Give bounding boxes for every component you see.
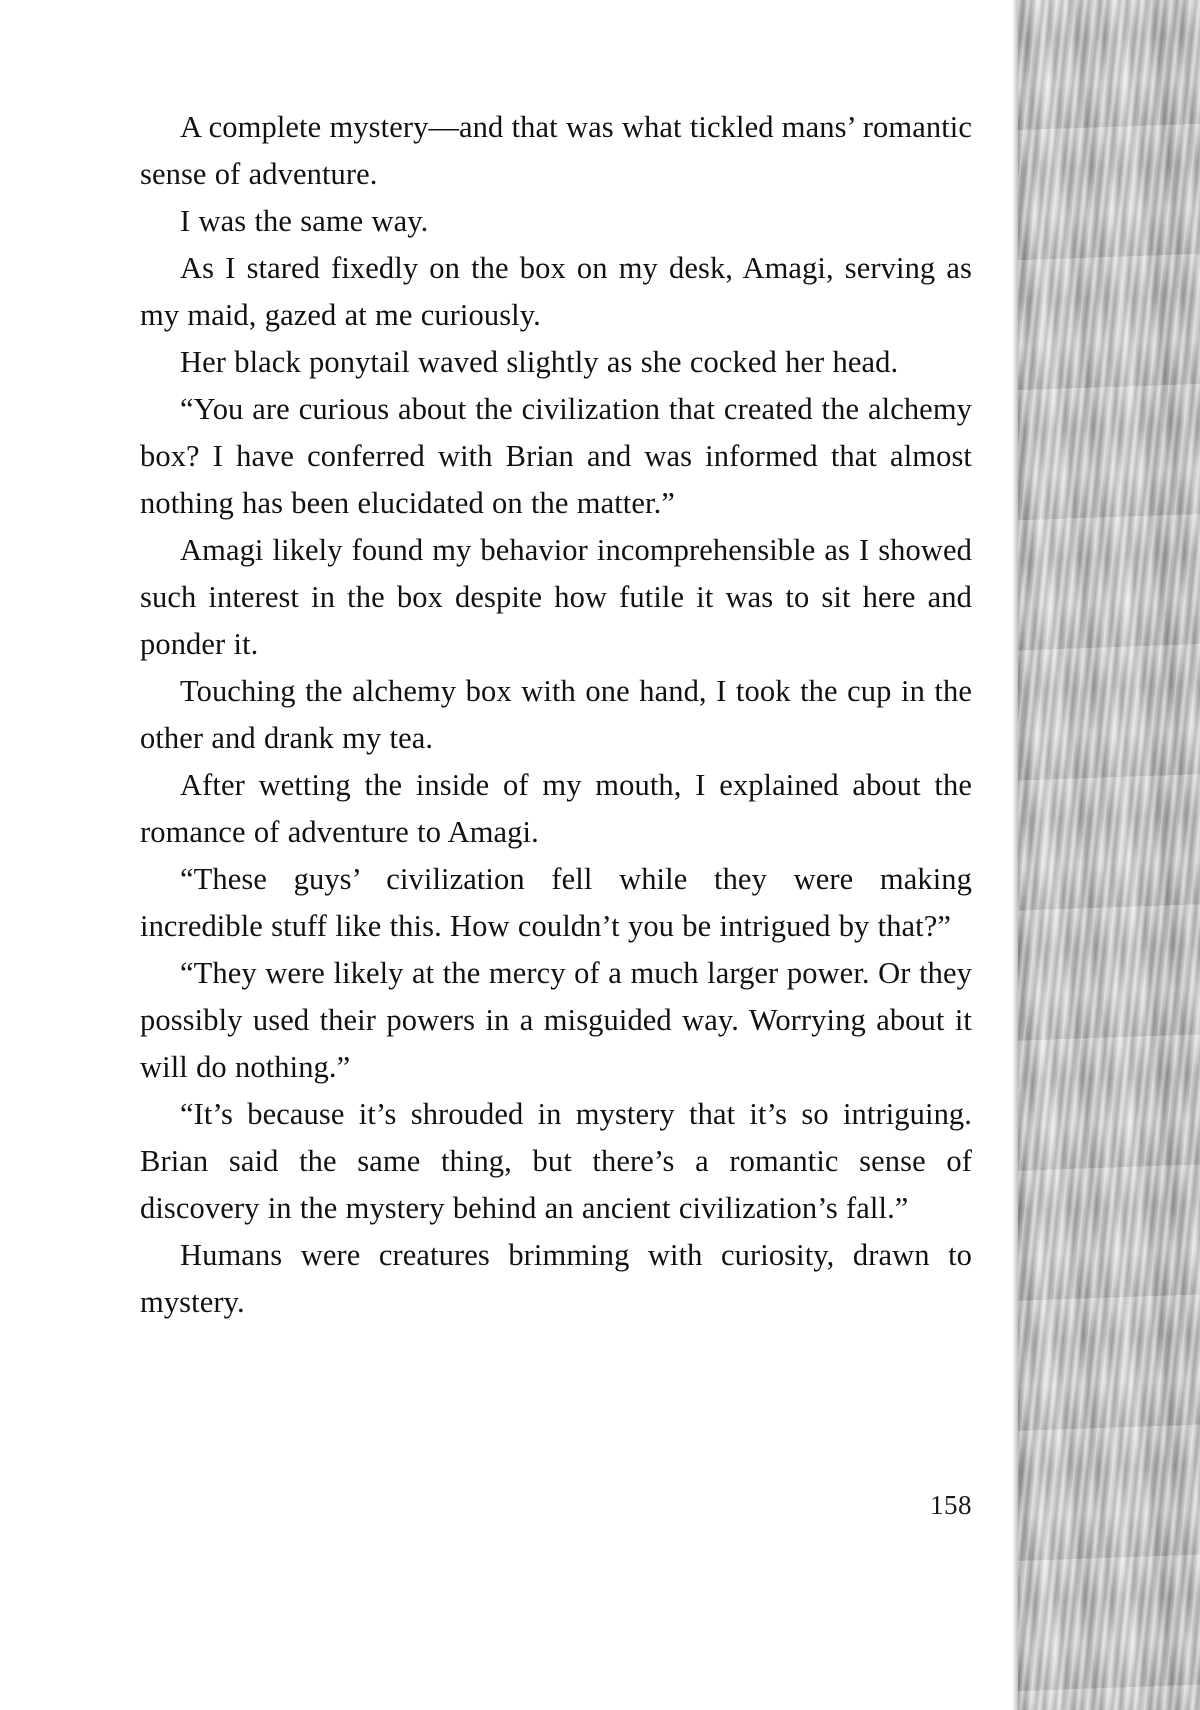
paragraph: Amagi likely found my behavior incomprehensible as I showed such interest in the box despite how futile it was to sit here and ponder it. (140, 533, 972, 661)
paragraph: As I stared fixedly on the box on my desk, Amagi, serving as my maid, gazed at me curiously. (140, 251, 972, 332)
paragraph: “It’s because it’s shrouded in mystery that it’s so intriguing. Brian said the same thing, but there’s a romantic sense of discovery in the mystery behind an ancient civilization’s fall.” (140, 1097, 972, 1225)
paragraph: Humans were creatures brimming with curiosity, drawn to mystery. (140, 1238, 972, 1319)
paragraph: A complete mystery—and that was what tickled mans’ romantic sense of adventure. (140, 110, 972, 191)
paragraph: Her black ponytail waved slightly as she cocked her head. (180, 345, 899, 379)
page-number: 158 (930, 1490, 972, 1520)
paragraph: “They were likely at the mercy of a much larger power. Or they possibly used their powers in a misguided way. Worrying about it will do nothing.” (140, 956, 972, 1084)
paragraph: “You are curious about the civilization that created the alchemy box? I have conferred with Brian and was informed that almost nothing has been elucidated on the matter.” (140, 392, 972, 520)
paragraph: After wetting the inside of my mouth, I explained about the romance of adventure to Amagi. (140, 768, 972, 849)
paragraph: I was the same way. (180, 204, 429, 238)
paragraph: Touching the alchemy box with one hand, I took the cup in the other and drank my tea. (140, 674, 972, 755)
paragraph: “These guys’ civilization fell while they were making incredible stuff like this. How couldn’t you be intrigued by that?” (140, 862, 972, 943)
page-gutter-texture (1018, 0, 1200, 1710)
body-text-column (140, 104, 972, 1326)
